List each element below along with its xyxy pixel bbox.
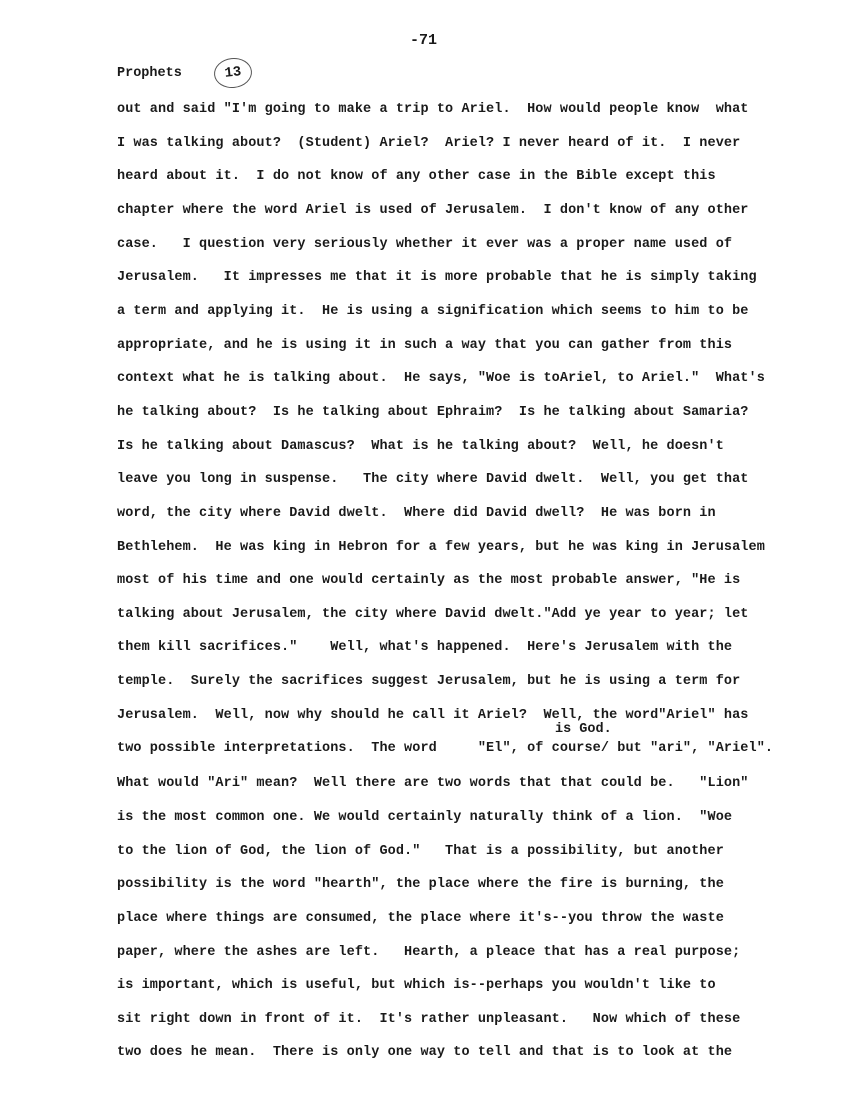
section-label: Prophets [117, 66, 182, 81]
text-line: a term and applying it. He is using a signification which seems to him to be [117, 304, 749, 319]
text-line: paper, where the ashes are left. Hearth, a pleace that has a real purpose; [117, 945, 741, 960]
text-line: heard about it. I do not know of any other case in the Bible except this [117, 169, 716, 184]
text-line: chapter where the word Ariel is used of Jerusalem. I don't know of any other [117, 203, 749, 218]
page-number: -71 [410, 32, 438, 49]
text-line: them kill sacrifices." Well, what's happened. Here's Jerusalem with the [117, 640, 733, 655]
text-line: to the lion of God, the lion of God." That is a possibility, but another [117, 844, 724, 859]
text-line: word, the city where David dwelt. Where did David dwell? He was born in [117, 506, 716, 521]
text-line: sit right down in front of it. It's rather unpleasant. Now which of these [117, 1012, 741, 1027]
text-line: appropriate, and he is using it in such a way that you can gather from this [117, 338, 733, 353]
text-line: most of his time and one would certainly as the most probable answer, "He is [117, 573, 741, 588]
text-line: two does he mean. There is only one way to tell and that is to look at the [117, 1045, 733, 1060]
text-line: context what he is talking about. He says, "Woe is toAriel, to Ariel." What's [117, 371, 765, 386]
text-line: leave you long in suspense. The city where David dwelt. Well, you get that [117, 472, 749, 487]
text-line: talking about Jerusalem, the city where David dwelt."Add ye year to year; let [117, 607, 749, 622]
text-line: two possible interpretations. The word "El", of course/ but "ari", "Ariel". [117, 741, 774, 756]
text-line: is important, which is useful, but which is--perhaps you wouldn't like to [117, 978, 716, 993]
circled-page-marker: 13 [213, 56, 254, 90]
text-line: Bethlehem. He was king in Hebron for a few years, but he was king in Jerusalem [117, 540, 765, 555]
text-line: Is he talking about Damascus? What is he talking about? Well, he doesn't [117, 439, 724, 454]
text-line: temple. Surely the sacrifices suggest Jerusalem, but he is using a term for [117, 674, 741, 689]
text-line: What would "Ari" mean? Well there are two words that that could be. "Lion" [117, 776, 749, 791]
text-line: I was talking about? (Student) Ariel? Ariel? I never heard of it. I never [117, 136, 741, 151]
text-line: he talking about? Is he talking about Ephraim? Is he talking about Samaria? [117, 405, 749, 420]
interlinear-insertion: is God. [555, 722, 612, 737]
text-line: possibility is the word "hearth", the place where the fire is burning, the [117, 877, 724, 892]
text-line: Jerusalem. It impresses me that it is more probable that he is simply taking [117, 270, 757, 285]
text-line: case. I question very seriously whether it ever was a proper name used of [117, 237, 733, 252]
text-line: Jerusalem. Well, now why should he call it Ariel? Well, the word"Ariel" has [117, 708, 749, 723]
text-line: is the most common one. We would certainly naturally think of a lion. "Woe [117, 810, 733, 825]
text-line: out and said "I'm going to make a trip to Ariel. How would people know what [117, 102, 749, 117]
text-line: place where things are consumed, the place where it's--you throw the waste [117, 911, 724, 926]
